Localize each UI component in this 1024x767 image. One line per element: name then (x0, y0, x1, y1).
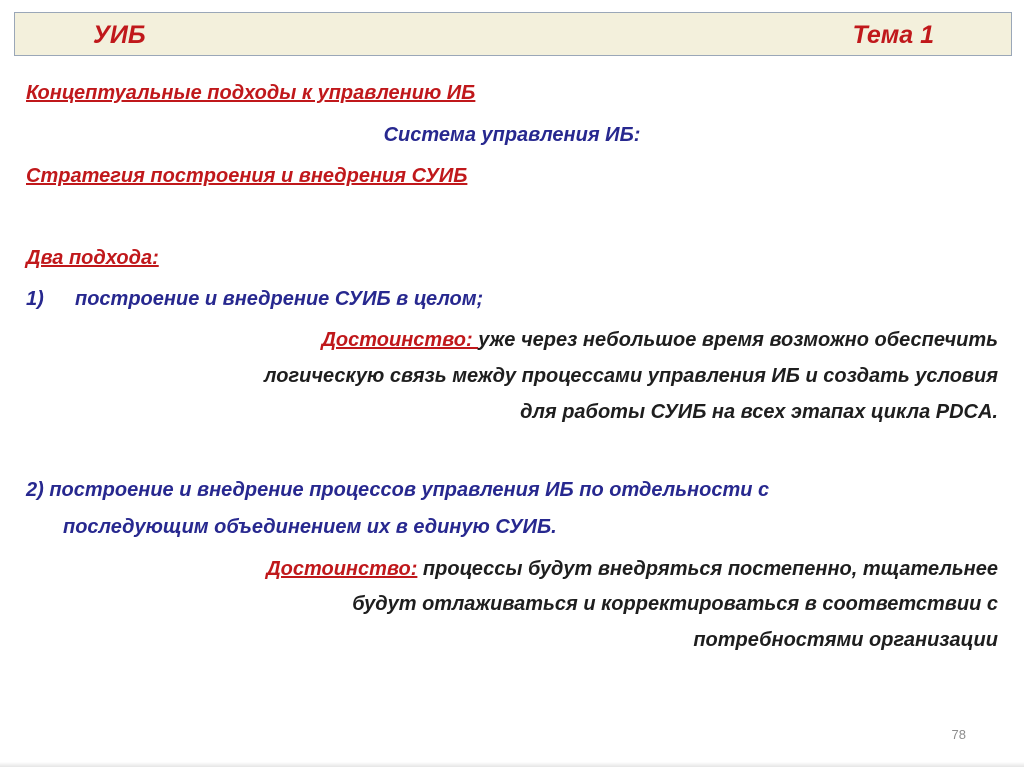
bottom-shadow-divider (0, 762, 1024, 767)
header-bar (14, 12, 1012, 56)
advantage-1-line-1 (321, 328, 998, 352)
header-course-title: УИБ (93, 21, 146, 49)
list-item-2-line-1: 2) построение и внедрение процессов управления ИБ по отдельности с (26, 479, 770, 501)
advantage-2-line-1 (266, 557, 998, 581)
advantage-2-label: Достоинство: (266, 558, 418, 580)
list-item-2-line-2: последующим объединением их в единую СУИБ. (63, 516, 557, 538)
heading-strategy: Стратегия построения и внедрения СУИБ (26, 165, 468, 187)
list-item-1-text: построение и внедрение СУИБ в целом; (75, 288, 484, 310)
advantage-2-line-2: будут отлаживаться и корректироваться в соответствии с (352, 593, 998, 615)
advantage-1-line-3: для работы СУИБ на всех этапах цикла PDCA. (520, 401, 998, 423)
subheading-management-system: Система управления ИБ: (383, 124, 641, 146)
list-item-1-number: 1) (26, 288, 44, 310)
heading-conceptual-approaches: Концептуальные подходы к управлению ИБ (26, 82, 476, 104)
two-approaches-label: Два подхода: (26, 247, 159, 269)
header-topic-label: Тема 1 (852, 21, 934, 49)
advantage-1-text-1: уже через небольшое время возможно обеспечить (478, 329, 998, 351)
advantage-2-line-3: потребностями организации (693, 629, 998, 651)
page-number: 78 (951, 727, 966, 742)
advantage-1-label: Достоинство: (321, 329, 479, 351)
advantage-2-text-1: процессы будут внедряться постепенно, тщательнее (417, 558, 998, 580)
advantage-1-line-2: логическую связь между процессами управления ИБ и создать условия (264, 365, 998, 387)
